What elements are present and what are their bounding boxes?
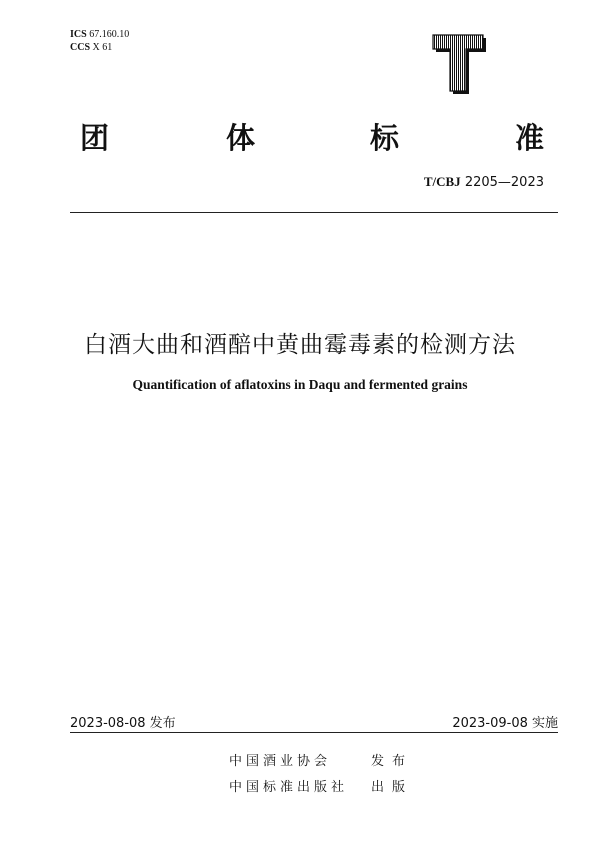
- standard-number-value: 2205—2023: [464, 175, 544, 190]
- title-english: Quantification of aflatoxins in Daqu and fermented grains: [132, 377, 468, 392]
- group-standard-t-logo: [432, 34, 488, 96]
- ccs-line: [70, 41, 129, 54]
- ics-code: 67.160.10: [89, 29, 130, 40]
- publisher-action: 发布: [371, 754, 414, 769]
- standard-type-char: 准: [515, 121, 545, 155]
- classification-codes: [70, 28, 129, 54]
- bottom-divider: [70, 732, 558, 733]
- publisher-name: 中国酒业协会: [229, 754, 332, 769]
- standard-type-char: 团: [80, 121, 110, 155]
- top-divider: [70, 212, 558, 213]
- publisher-row: [0, 776, 600, 796]
- publisher-name: 中国标准出版社: [229, 780, 349, 795]
- standard-type-char: 标: [370, 121, 400, 155]
- ics-label: ICS: [70, 29, 87, 40]
- ics-line: [70, 28, 129, 41]
- publisher-row: [0, 750, 600, 770]
- ccs-code: X 61: [92, 42, 113, 53]
- ccs-label: CCS: [70, 42, 91, 53]
- title-chinese: 白酒大曲和酒醅中黄曲霉毒素的检测方法: [84, 332, 516, 358]
- standard-number-prefix: T/CBJ: [423, 174, 461, 189]
- implementation-date: 2023-09-08 实施: [452, 716, 558, 731]
- standard-type-heading: [0, 118, 600, 158]
- standard-type-char: 体: [226, 121, 256, 155]
- issue-date: 2023-08-08 发布: [70, 716, 176, 731]
- standard-number: [424, 174, 544, 190]
- publisher-action: 出版: [371, 780, 414, 795]
